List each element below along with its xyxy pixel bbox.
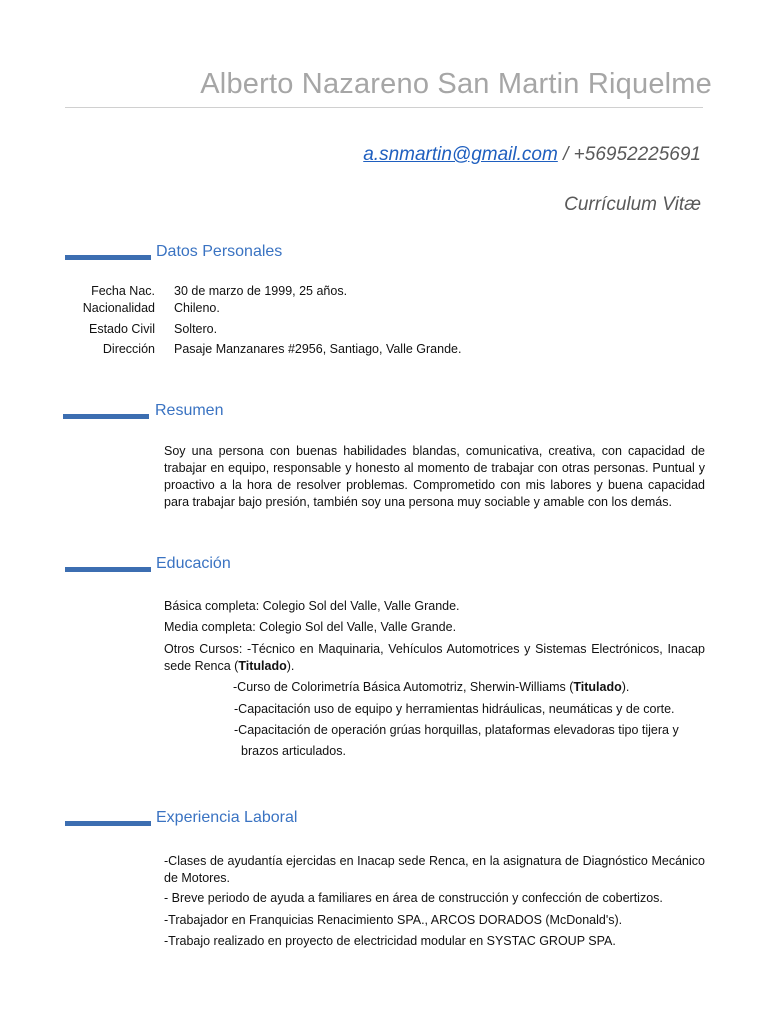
summary-paragraph: Soy una persona con buenas habilidades blandas, comunicativa, creativa, con capacidad de trabajar en equipo, responsable y honesto al momento de trabajar con otras personas. Puntual y proactivo a la hora de resolver problemas. Comprometido con mis labores y buena capacidad para trabajar bajo presión, también soy una persona muy sociable y amable con los demás. <box>164 444 705 509</box>
document-type: Currículum Vitæ <box>564 194 701 215</box>
personal-data-row <box>0 342 768 360</box>
section-title-resumen: Resumen <box>155 402 224 419</box>
course-status: Titulado <box>573 680 622 694</box>
field-value: Soltero. <box>174 322 218 336</box>
personal-data-row <box>0 322 768 340</box>
contact-separator: / <box>557 144 574 165</box>
section-title-experiencia: Experiencia Laboral <box>156 809 298 826</box>
field-label: Estado Civil <box>89 322 155 336</box>
otros-cursos-text: Otros Cursos: -Técnico en Maquinaria, Vehículos Automotrices y Sistemas Electrónicos, Inacap sede Renca ( <box>164 642 705 673</box>
otros-cursos-status: Titulado <box>238 659 287 673</box>
personal-data-row <box>0 301 768 319</box>
section-bar <box>65 255 151 260</box>
experience-item: - Breve periodo de ayuda a familiares en área de construcción y confección de cobertizos. <box>164 891 663 905</box>
section-bar <box>65 567 151 572</box>
course-text: -Curso de Colorimetría Básica Automotriz, Sherwin-Williams ( <box>233 680 574 694</box>
course-gruas-cont: brazos articulados. <box>241 744 346 758</box>
education-basica: Básica completa: Colegio Sol del Valle, Valle Grande. <box>164 599 460 613</box>
section-header-experiencia <box>0 809 768 833</box>
course-hidraulicas: -Capacitación uso de equipo y herramientas hidráulicas, neumáticas y de corte. <box>234 702 675 716</box>
field-value: Pasaje Manzanares #2956, Santiago, Valle Grande. <box>174 342 462 356</box>
experience-item: -Trabajo realizado en proyecto de electricidad modular en SYSTAC GROUP SPA. <box>164 934 616 948</box>
education-media: Media completa: Colegio Sol del Valle, Valle Grande. <box>164 620 457 634</box>
personal-data-row <box>0 284 768 302</box>
section-header-resumen <box>0 402 768 426</box>
course-colorimetria <box>233 680 629 694</box>
otros-cursos-close: ). <box>286 659 295 673</box>
contact-line <box>363 144 701 166</box>
field-value: 30 de marzo de 1999, 25 años. <box>174 284 348 298</box>
field-value: Chileno. <box>174 301 220 315</box>
email-link[interactable]: a.snmartin@gmail.com <box>363 144 558 165</box>
course-close: ). <box>621 680 630 694</box>
experience-item: -Clases de ayudantía ejercidas en Inacap sede Renca, en la asignatura de Diagnóstico Mecánico de Motores. <box>164 854 705 885</box>
section-bar <box>65 821 151 826</box>
section-bar <box>63 414 149 419</box>
name-divider <box>65 107 703 108</box>
field-label: Fecha Nac. <box>91 284 155 298</box>
field-label: Dirección <box>102 342 155 356</box>
phone-number: +56952225691 <box>573 144 701 165</box>
course-gruas: -Capacitación de operación grúas horquillas, plataformas elevadoras tipo tijera y <box>234 723 679 737</box>
experience-item: -Trabajador en Franquicias Renacimiento SPA., ARCOS DORADOS (McDonald's). <box>164 913 623 927</box>
education-otros-cursos <box>164 641 705 675</box>
section-title-datos-personales: Datos Personales <box>156 243 283 260</box>
section-title-educacion: Educación <box>156 555 231 572</box>
section-header-datos-personales <box>0 243 768 267</box>
candidate-name: Alberto Nazareno San Martin Riquelme <box>200 68 712 100</box>
section-header-educacion <box>0 555 768 579</box>
field-label: Nacionalidad <box>82 301 155 315</box>
